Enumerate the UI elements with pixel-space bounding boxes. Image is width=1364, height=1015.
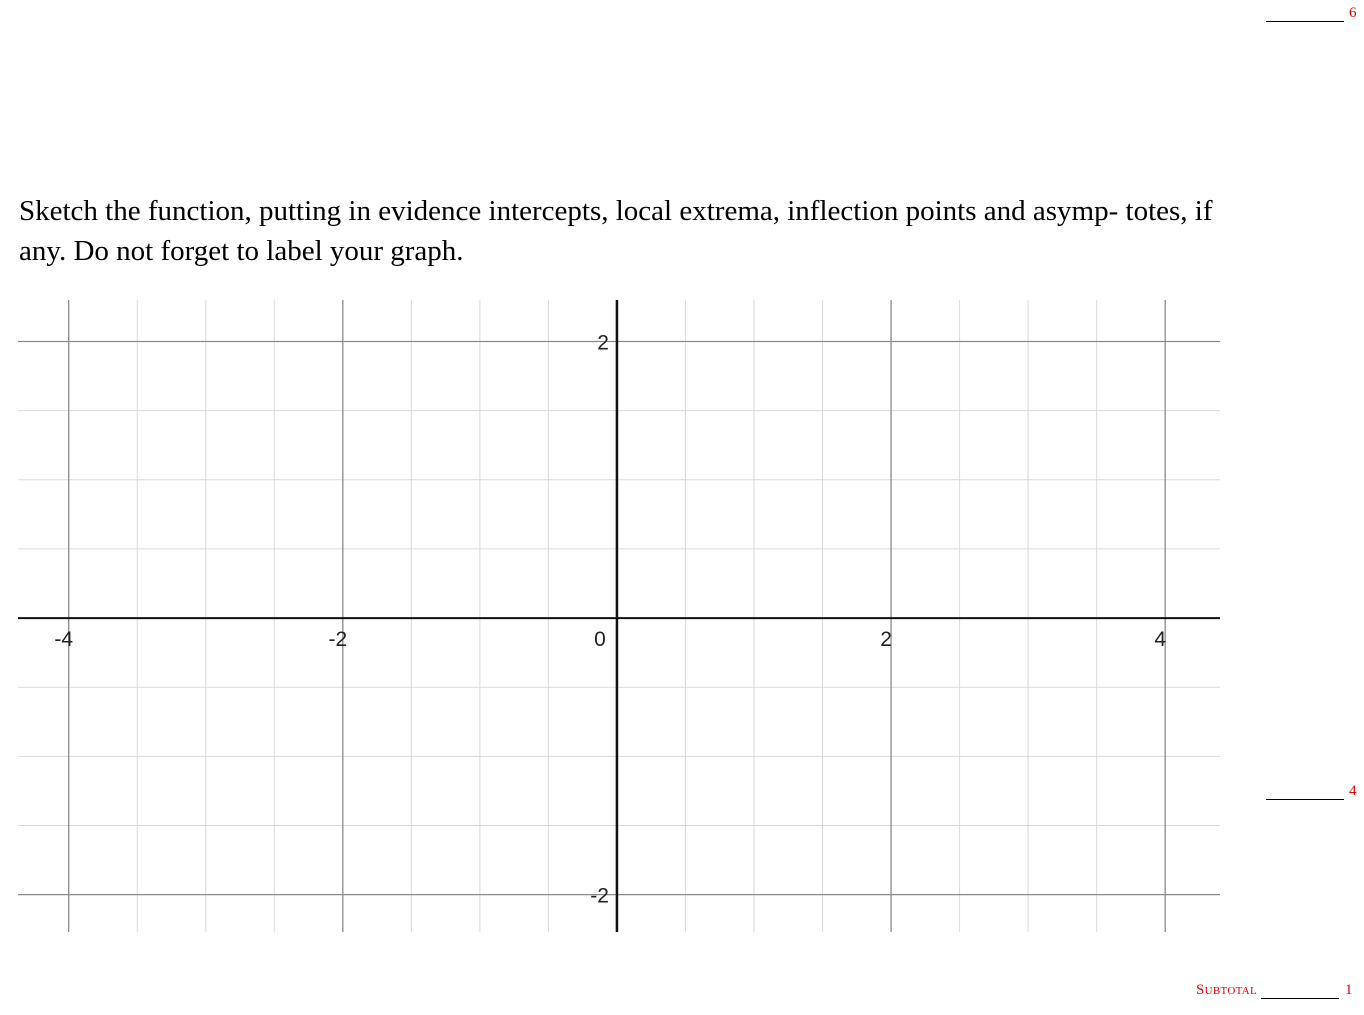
grid-minor-lines — [18, 300, 1220, 932]
x-tick-labels — [54, 628, 1166, 651]
x-tick-label: 2 — [880, 628, 892, 652]
x-tick-label: 4 — [1154, 628, 1167, 652]
axes — [18, 300, 1220, 932]
score-points: 6 — [1349, 5, 1357, 21]
subtotal-box — [1196, 982, 1353, 999]
grid-major-lines — [18, 300, 1220, 932]
x-tick-label: 0 — [594, 628, 606, 652]
y-tick-labels — [590, 331, 609, 907]
score-box-middle — [1266, 783, 1357, 800]
score-points: 4 — [1349, 783, 1357, 799]
y-tick-label: -2 — [590, 884, 609, 908]
problem-instructions: Sketch the function, putting in evidence intercepts, local extrema, inflection points and asymp- totes, if any. Do not forget to label your graph. — [19, 195, 1213, 267]
x-tick-label: -2 — [328, 628, 348, 652]
score-blank-line[interactable] — [1266, 798, 1344, 800]
score-box-top — [1266, 5, 1357, 22]
subtotal-value: 1 — [1345, 982, 1353, 998]
subtotal-label: Subtotal — [1196, 982, 1257, 998]
blank-graph-grid[interactable] — [18, 300, 1223, 935]
y-tick-label: 2 — [597, 331, 609, 355]
score-blank-line[interactable] — [1266, 20, 1344, 22]
x-tick-label: -4 — [54, 628, 74, 652]
subtotal-blank-line[interactable] — [1261, 997, 1339, 999]
